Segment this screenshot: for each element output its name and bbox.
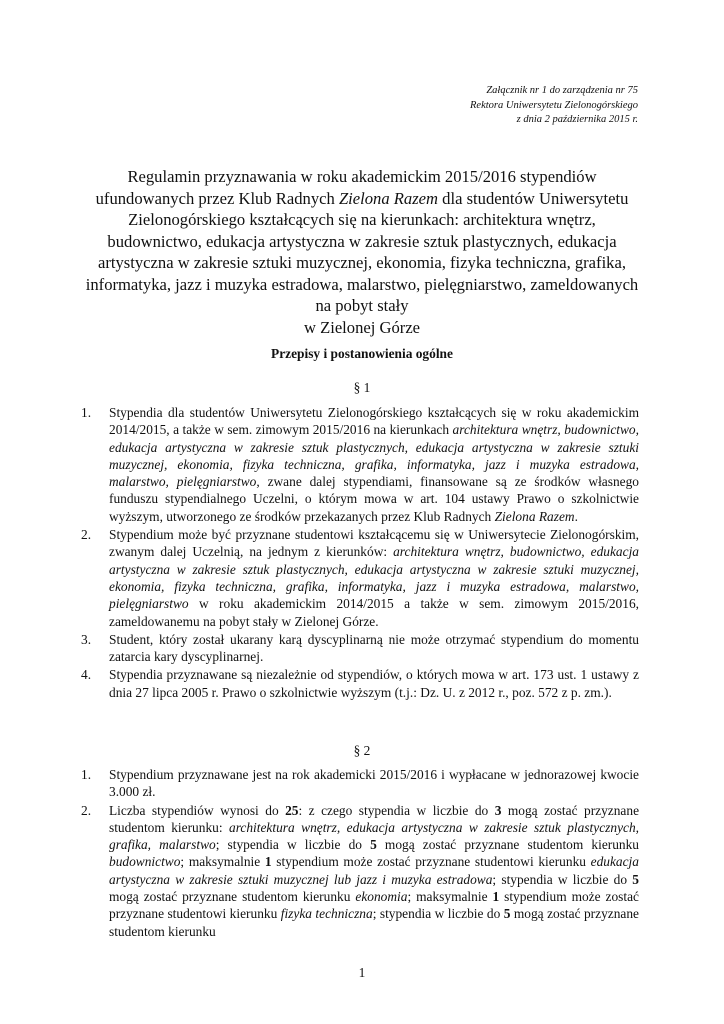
list-item-bold: 5 <box>632 871 639 887</box>
list-item-bold: 3 <box>494 802 502 818</box>
title-text-2: dla studentów Uniwersytetu Zielonogórskiego kształcących się na kierunkach: architektura wnętrz, budownictwo, edukacja artystyczna w zakresie sztuk plastycznych, edukacja artystyczna w zakresie sztuki muzycznej, ekonomia, fizyka techniczna, grafika, informatyka, jazz i muzyka estradowa, malarstwo, pielęgniarstwo, zameldowanych na pobyt stały <box>85 188 639 315</box>
list-item-text: w roku akademickim 2014/2015 a także w sem. zimowym 2015/2016, zameldowanemu na pobyt stały w Zielonej Górze. <box>109 596 639 629</box>
section-2-list <box>81 766 639 941</box>
list-item-text: . <box>574 508 578 524</box>
list-item-number: 1. <box>81 405 92 420</box>
list-item <box>81 666 639 701</box>
list-item-text: ; stypendia w liczbie do <box>372 906 504 922</box>
list-item-text: Stypendia przyznawane są niezależnie od stypendiów, o których mowa w art. 173 ust. 1 ustawy z dnia 27 lipca 2005 r. Prawo o szkolnictwie wyższym (t.j.: Dz. U. z 2012 r., poz. 572 z p. zm.). <box>109 667 639 700</box>
document-title <box>82 166 642 338</box>
list-item-text: : z czego stypendia w liczbie do <box>298 802 495 818</box>
list-item-italic: architektura wnętrz, budownictwo, edukacja artystyczna w zakresie sztuk plastycznych, edukacja artystyczna w zakresie sztuki muzycznej, ekonomia, fizyka techniczna, grafika, informatyka, jazz i muzyka estradowa, malarstwo, pielęgniarstwo <box>109 544 639 612</box>
list-item-italic: edukacja artystyczna w zakresie sztuki muzycznej lub jazz i muzyka estradowa <box>109 854 639 887</box>
list-item-italic: Zielona Razem <box>494 508 575 524</box>
list-item-number: 4. <box>81 667 92 683</box>
list-item-text: stypendium może zostać przyznane studentowi kierunku <box>109 889 639 922</box>
list-item-text: mogą zostać przyznane studentom kierunku <box>109 906 639 939</box>
list-item-text: mogą zostać przyznane studentom kierunku: <box>109 802 640 835</box>
list-item-text: , zwane dalej stypendiami, finansowane są ze środków własnego funduszu stypendialnego Uczelni, o którym mowa w art. 104 ustawy Prawo o szkolnictwie wyższym, utworzonego ze środków przekazanych przez Klub Radnych <box>109 474 639 524</box>
list-item <box>81 631 639 666</box>
list-item <box>81 766 639 801</box>
list-item <box>81 526 639 630</box>
list-item-italic: fizyka techniczna <box>280 906 373 922</box>
attachment-note-line-1: Załącznik nr 1 do zarządzenia nr 75 <box>486 85 638 96</box>
list-item <box>81 802 639 940</box>
list-item-number: 2. <box>81 802 92 818</box>
title-text-3: w Zielonej Górze <box>303 317 421 337</box>
list-item-text: Stypendium przyznawane jest na rok akademicki 2015/2016 i wypłacane w jednorazowej kwocie 3.000 zł. <box>109 767 639 800</box>
paragraph-sign-1: § 1 <box>353 380 371 395</box>
section-1-list <box>81 404 639 702</box>
list-item-italic: ekonomia <box>355 889 408 905</box>
list-item-text: Stypendium może być przyznane studentowi kształcącemu się w Uniwersytecie Zielonogórskim, zwanym dalej Uczelnią, na jednym z kierunków: <box>109 527 639 560</box>
list-item-text: Stypendia dla studentów Uniwersytetu Zielonogórskiego kształcących się w roku akademickim 2014/2015, a także w sem. zimowym 2015/2016 na kierunkach <box>109 405 639 438</box>
list-item-bold: 1 <box>264 854 272 870</box>
attachment-note <box>318 84 638 128</box>
list-item <box>81 404 639 525</box>
section-heading: Przepisy i postanowienia ogólne <box>271 346 453 361</box>
list-item-italic: architektura wnętrz, edukacja artystyczna w zakresie sztuk plastycznych, grafika, malarstwo <box>109 819 640 853</box>
list-item-text: stypendium może zostać przyznane studentowi kierunku <box>271 854 591 870</box>
page-number: 1 <box>358 965 366 980</box>
list-item-text: mogą zostać przyznane studentom kierunku <box>376 837 639 853</box>
list-item-text: Student, który został ukarany karą dyscyplinarną nie może otrzymać stypendium do momentu zatarcia kary dyscyplinarnej. <box>109 631 639 665</box>
list-item-bold: 5 <box>503 906 511 922</box>
list-item-text: Liczba stypendiów wynosi do <box>109 802 286 818</box>
list-item-italic: budownictwo <box>109 854 181 870</box>
list-item-text: ; stypendia w liczbie do <box>215 837 371 853</box>
title-text-1: Regulamin przyznawania w roku akademickim 2015/2016 stypendiów ufundowanych przez Klub Radnych <box>95 167 597 208</box>
list-item-bold: 25 <box>285 802 299 818</box>
list-item-number: 3. <box>81 631 92 647</box>
list-item-bold: 5 <box>370 837 377 853</box>
list-item-number: 2. <box>81 527 92 543</box>
list-item-text: ; maksymalnie <box>407 889 493 905</box>
list-item-bold: 1 <box>492 889 500 905</box>
list-item-text: ; maksymalnie <box>180 854 265 870</box>
list-item-number: 1. <box>81 767 92 782</box>
attachment-note-line-3: z dnia 2 października 2015 r. <box>516 114 638 125</box>
list-item-text: ; stypendia w liczbie do <box>492 871 633 887</box>
paragraph-sign-2: § 2 <box>353 743 371 758</box>
title-club-name: Zielona Razem <box>338 188 439 208</box>
list-item-italic: architektura wnętrz, budownictwo, edukacja artystyczna w zakresie sztuk plastycznych, edukacja artystyczna w zakresie sztuki muzycznej, ekonomia, fizyka techniczna, grafika, informatyka, jazz i muzyka estradowa, malarstwo, pielęgniarstwo <box>109 422 639 490</box>
attachment-note-line-2: Rektora Uniwersytetu Zielonogórskiego <box>470 99 638 111</box>
list-item-text: mogą zostać przyznane studentom kierunku <box>109 889 356 905</box>
